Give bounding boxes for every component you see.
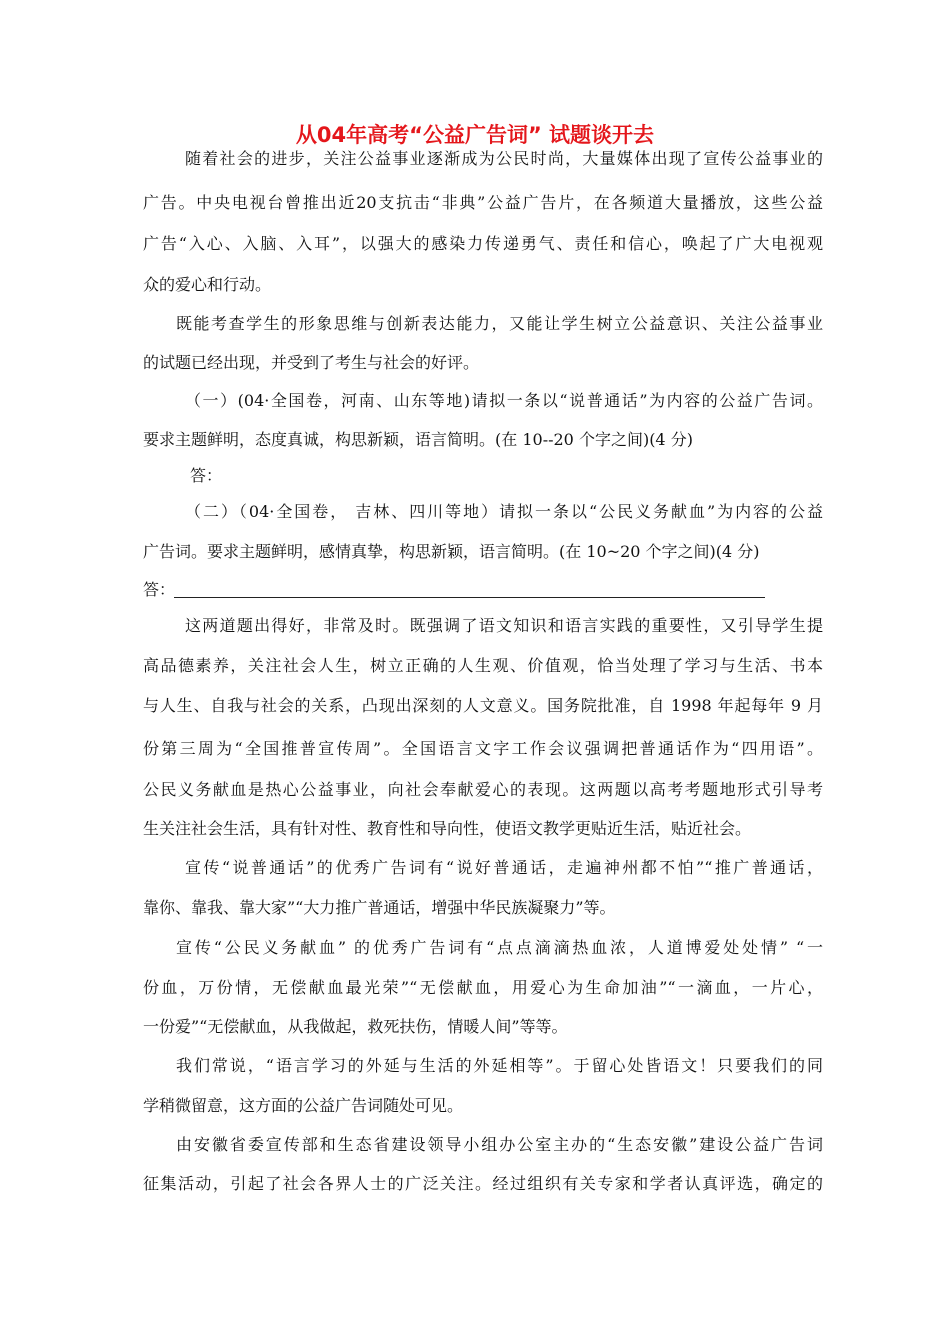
paragraph-line: 征集活动，引起了社会各界人士的广泛关注。经过组织有关专家和学者认真评选，确定的 <box>143 1174 823 1193</box>
answer-label: 答： <box>143 580 176 599</box>
question-line: （二）（04·全国卷， 吉林、四川等地）请拟一条以“公民义务献血”为内容的公益 <box>185 502 823 521</box>
article-title: 从04年高考“公益广告词” 试题谈开去 <box>295 123 655 147</box>
paragraph-line: 众的爱心和行动。 <box>143 275 272 294</box>
answer-blank-line <box>174 597 765 598</box>
paragraph-line: 宣传“说普通话”的优秀广告词有“说好普通话，走遍神州都不怕”“推广普通话， <box>185 858 823 877</box>
paragraph-line: 一份爱”“无偿献血，从我做起，救死扶伤，情暖人间”等等。 <box>143 1017 568 1036</box>
paragraph-line: 广告“入心、入脑、入耳”，以强大的感染力传递勇气、责任和信心，唤起了广大电视观 <box>143 234 823 253</box>
question-line: 要求主题鲜明，态度真诚，构思新颖，语言简明。(在 10--20 个字之间)(4 分) <box>143 430 693 449</box>
answer-label: 答： <box>190 466 223 485</box>
paragraph-line: 份血，万份情，无偿献血最光荣”“无偿献血，用爱心为生命加油”“一滴血，一片心， <box>143 978 823 997</box>
paragraph-line: 这两道题出得好，非常及时。既强调了语文知识和语言实践的重要性，又引导学生提 <box>185 616 823 635</box>
paragraph-line: 与人生、自我与社会的关系，凸现出深刻的人文意义。国务院批准，自 1998 年起每年 9 月 <box>143 696 823 715</box>
paragraph-line: 我们常说，“语言学习的外延与生活的外延相等”。于留心处皆语文！只要我们的同 <box>176 1056 823 1075</box>
paragraph-line: 的试题已经出现，并受到了考生与社会的好评。 <box>143 353 480 372</box>
paragraph-line: 生关注社会生活，具有针对性、教育性和导向性，使语文教学更贴近生活，贴近社会。 <box>143 819 752 838</box>
paragraph-line: 宣传“公民义务献血” 的优秀广告词有“点点滴滴热血浓，人道博爱处处情” “一 <box>176 938 823 957</box>
paragraph-line: 靠你、靠我、靠大家”“大力推广普通话，增强中华民族凝聚力”等。 <box>143 898 616 917</box>
paragraph-line: 广告。中央电视台曾推出近20支抗击“非典”公益广告片，在各频道大量播放，这些公益 <box>143 193 823 212</box>
paragraph-line: 随着社会的进步，关注公益事业逐渐成为公民时尚，大量媒体出现了宣传公益事业的 <box>185 149 823 168</box>
question-line: 广告词。要求主题鲜明，感情真挚，构思新颖，语言简明。(在 10~20 个字之间)(4 分) <box>143 542 760 561</box>
paragraph-line: 由安徽省委宣传部和生态省建设领导小组办公室主办的“生态安徽”建设公益广告词 <box>176 1135 823 1154</box>
paragraph-line: 学稍微留意，这方面的公益广告词随处可见。 <box>143 1096 464 1115</box>
paragraph-line: 公民义务献血是热心公益事业，向社会奉献爱心的表现。这两题以高考考题地形式引导考 <box>143 780 823 799</box>
paragraph-line: 既能考查学生的形象思维与创新表达能力，又能让学生树立公益意识、关注公益事业 <box>176 314 823 333</box>
paragraph-line: 高品德素养，关注社会人生，树立正确的人生观、价值观，恰当处理了学习与生活、书本 <box>143 656 823 675</box>
paragraph-line: 份第三周为“全国推普宣传周”。全国语言文字工作会议强调把普通话作为“四用语”。 <box>143 739 823 758</box>
question-line: （一）(04·全国卷，河南、山东等地)请拟一条以“说普通话”为内容的公益广告词。 <box>185 391 823 410</box>
